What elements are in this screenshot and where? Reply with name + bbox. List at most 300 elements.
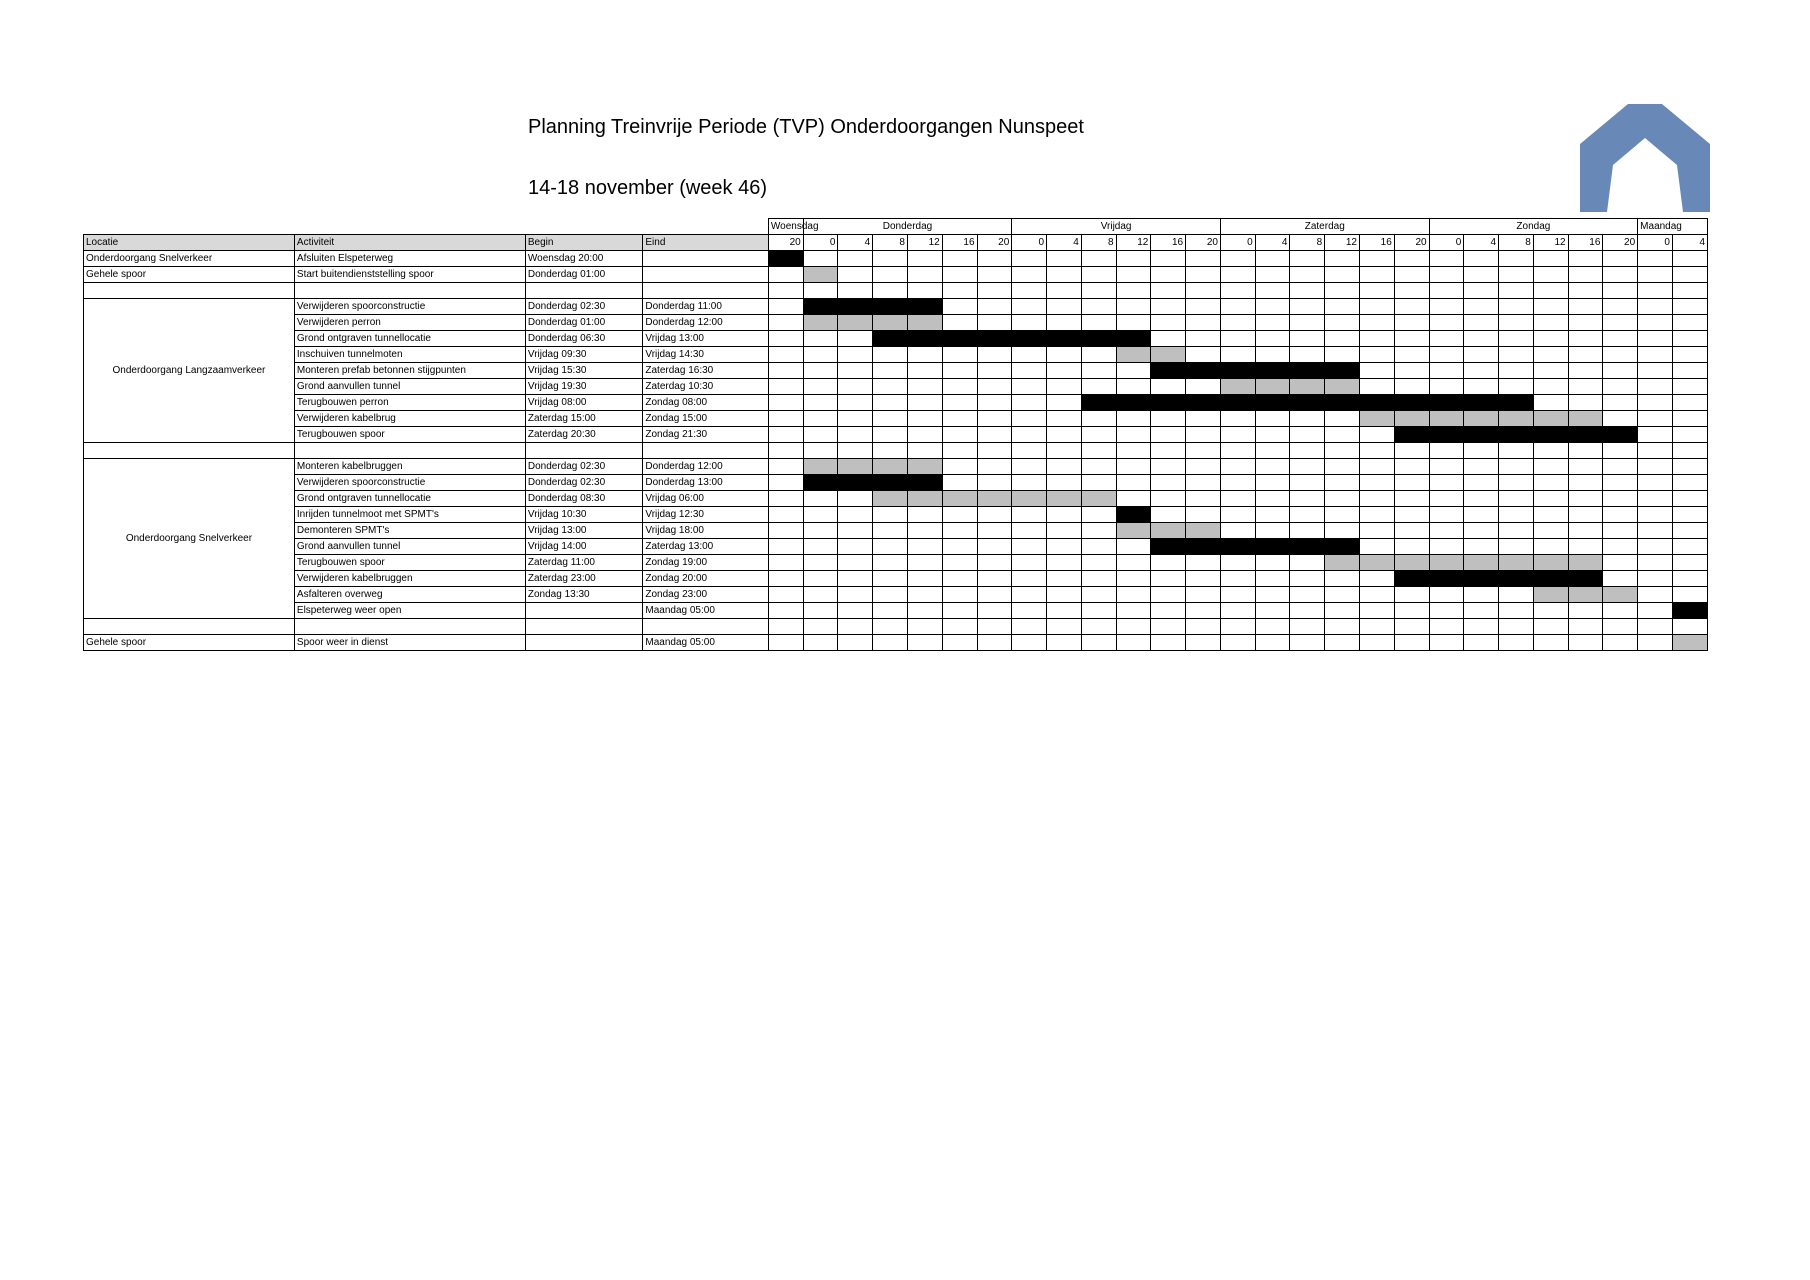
gantt-slot — [1151, 363, 1186, 379]
eind-cell: Donderdag 11:00 — [643, 299, 769, 315]
gantt-slot — [1116, 587, 1151, 603]
gantt-slot — [1290, 539, 1325, 555]
gantt-slot — [1081, 395, 1116, 411]
gantt-slot — [977, 427, 1012, 443]
gantt-slot — [1081, 619, 1116, 635]
eind-cell: Donderdag 12:00 — [643, 315, 769, 331]
gantt-slot — [768, 443, 803, 459]
gantt-slot — [1186, 619, 1221, 635]
activiteit-cell: Monteren prefab betonnen stijgpunten — [294, 363, 525, 379]
empty-cell — [525, 283, 643, 299]
gantt-slot — [1290, 587, 1325, 603]
gantt-slot — [1116, 635, 1151, 651]
gantt-slot — [907, 315, 942, 331]
activiteit-cell: Start buitendienststelling spoor — [294, 267, 525, 283]
gantt-slot — [873, 267, 908, 283]
gantt-slot — [1568, 603, 1603, 619]
gantt-slot — [838, 411, 873, 427]
gantt-slot — [1325, 491, 1360, 507]
gantt-slot — [1290, 251, 1325, 267]
gantt-slot — [1220, 395, 1255, 411]
gantt-slot — [942, 267, 977, 283]
gantt-slot — [907, 491, 942, 507]
gantt-slot — [1533, 635, 1568, 651]
gantt-slot — [1638, 363, 1673, 379]
gantt-slot — [1290, 347, 1325, 363]
gantt-slot — [1151, 491, 1186, 507]
gantt-slot — [1603, 331, 1638, 347]
gantt-slot — [1672, 491, 1707, 507]
gantt-slot — [1429, 475, 1464, 491]
gantt-slot — [1672, 331, 1707, 347]
gantt-slot — [1429, 459, 1464, 475]
gantt-slot — [1429, 395, 1464, 411]
gantt-slot — [977, 523, 1012, 539]
gantt-slot — [1116, 507, 1151, 523]
eind-cell: Zaterdag 10:30 — [643, 379, 769, 395]
gantt-slot — [803, 251, 838, 267]
gantt-slot — [1290, 555, 1325, 571]
gantt-slot — [1116, 427, 1151, 443]
gantt-slot — [1047, 251, 1082, 267]
gantt-slot — [942, 411, 977, 427]
gantt-slot — [942, 635, 977, 651]
gantt-slot — [838, 635, 873, 651]
gantt-slot — [873, 315, 908, 331]
gantt-slot — [1186, 603, 1221, 619]
gantt-slot — [1464, 587, 1499, 603]
gantt-slot — [838, 571, 873, 587]
gantt-slot — [1394, 507, 1429, 523]
gantt-slot — [803, 539, 838, 555]
gantt-slot — [838, 619, 873, 635]
gantt-slot — [907, 347, 942, 363]
gantt-slot — [1464, 427, 1499, 443]
gantt-slot — [1360, 635, 1395, 651]
gantt-slot — [1290, 395, 1325, 411]
begin-cell: Donderdag 01:00 — [525, 267, 643, 283]
gantt-slot — [1499, 459, 1534, 475]
gantt-slot — [1360, 523, 1395, 539]
gantt-slot — [1603, 379, 1638, 395]
activiteit-cell: Verwijderen spoorconstructie — [294, 475, 525, 491]
gantt-slot — [1603, 315, 1638, 331]
gantt-slot — [1533, 331, 1568, 347]
activiteit-cell: Verwijderen kabelbruggen — [294, 571, 525, 587]
eind-cell: Zondag 15:00 — [643, 411, 769, 427]
gantt-slot — [1116, 539, 1151, 555]
gantt-slot — [1394, 395, 1429, 411]
gantt-slot — [803, 571, 838, 587]
gantt-slot — [907, 411, 942, 427]
gantt-slot — [1255, 315, 1290, 331]
gantt-slot — [1568, 475, 1603, 491]
gantt-slot — [1672, 475, 1707, 491]
gantt-slot — [1672, 411, 1707, 427]
gantt-slot — [873, 395, 908, 411]
gantt-slot — [1672, 427, 1707, 443]
gantt-slot — [1638, 507, 1673, 523]
gantt-slot — [1429, 427, 1464, 443]
gantt-slot — [1394, 283, 1429, 299]
gantt-slot — [1186, 363, 1221, 379]
gantt-slot — [1464, 443, 1499, 459]
begin-cell: Zaterdag 11:00 — [525, 555, 643, 571]
gantt-slot — [1638, 411, 1673, 427]
gantt-slot — [1360, 299, 1395, 315]
gantt-slot — [1116, 459, 1151, 475]
gantt-slot — [768, 523, 803, 539]
gantt-slot — [1151, 427, 1186, 443]
gantt-slot — [942, 475, 977, 491]
activity-row — [84, 635, 1708, 651]
gantt-slot — [1499, 251, 1534, 267]
gantt-slot — [1672, 443, 1707, 459]
gantt-slot — [1047, 635, 1082, 651]
gantt-slot — [1533, 427, 1568, 443]
gantt-slot — [1638, 587, 1673, 603]
gantt-slot — [1394, 251, 1429, 267]
begin-cell: Vrijdag 15:30 — [525, 363, 643, 379]
gantt-slot — [1568, 283, 1603, 299]
gantt-slot — [1255, 347, 1290, 363]
gantt-slot — [907, 251, 942, 267]
activiteit-cell: Grond aanvullen tunnel — [294, 539, 525, 555]
gantt-slot — [1186, 491, 1221, 507]
gantt-slot — [907, 267, 942, 283]
activity-row — [84, 379, 1708, 395]
gantt-slot — [1672, 363, 1707, 379]
gantt-slot — [838, 475, 873, 491]
gantt-slot — [1220, 427, 1255, 443]
gantt-slot — [942, 443, 977, 459]
gantt-slot — [1081, 443, 1116, 459]
gantt-slot — [1394, 411, 1429, 427]
gantt-slot — [1325, 603, 1360, 619]
gantt-slot — [803, 555, 838, 571]
gantt-slot — [1672, 379, 1707, 395]
gantt-slot — [1568, 635, 1603, 651]
gantt-slot — [942, 251, 977, 267]
gantt-slot — [768, 347, 803, 363]
gantt-slot — [838, 539, 873, 555]
gantt-slot — [1186, 587, 1221, 603]
gantt-slot — [1568, 619, 1603, 635]
gantt-slot — [1151, 315, 1186, 331]
gantt-slot — [803, 283, 838, 299]
gantt-slot — [907, 283, 942, 299]
activiteit-cell: Demonteren SPMT's — [294, 523, 525, 539]
gantt-slot — [977, 507, 1012, 523]
gantt-slot — [942, 491, 977, 507]
gantt-slot — [977, 379, 1012, 395]
gantt-slot — [1568, 443, 1603, 459]
gantt-slot — [1290, 379, 1325, 395]
empty-cell — [294, 283, 525, 299]
gantt-slot — [1325, 347, 1360, 363]
gantt-slot — [1638, 251, 1673, 267]
gantt-slot — [1533, 299, 1568, 315]
gantt-slot — [1325, 363, 1360, 379]
gantt-slot — [1360, 571, 1395, 587]
gantt-slot — [1255, 619, 1290, 635]
begin-cell: Vrijdag 09:30 — [525, 347, 643, 363]
gantt-slot — [1568, 555, 1603, 571]
gantt-slot — [768, 571, 803, 587]
gantt-slot — [838, 379, 873, 395]
gantt-slot — [803, 395, 838, 411]
gantt-slot — [1081, 251, 1116, 267]
gantt-slot — [977, 459, 1012, 475]
locatie-cell: Gehele spoor — [84, 267, 295, 283]
gantt-slot — [768, 299, 803, 315]
gantt-slot — [1568, 491, 1603, 507]
gantt-slot — [1290, 331, 1325, 347]
gantt-slot — [768, 379, 803, 395]
gantt-slot — [1255, 523, 1290, 539]
eind-cell: Vrijdag 18:00 — [643, 523, 769, 539]
gantt-slot — [768, 635, 803, 651]
gantt-slot — [1081, 347, 1116, 363]
gantt-slot — [1220, 251, 1255, 267]
gantt-slot — [942, 315, 977, 331]
gantt-slot — [1568, 363, 1603, 379]
activiteit-cell: Terugbouwen perron — [294, 395, 525, 411]
gantt-slot — [1186, 283, 1221, 299]
gantt-slot — [1290, 523, 1325, 539]
gantt-slot — [1325, 539, 1360, 555]
gantt-slot — [1325, 379, 1360, 395]
activiteit-cell: Elspeterweg weer open — [294, 603, 525, 619]
gantt-slot — [1360, 555, 1395, 571]
day-header: Vrijdag — [1012, 219, 1221, 235]
gantt-slot — [803, 331, 838, 347]
gantt-slot — [1220, 475, 1255, 491]
gantt-slot — [1012, 571, 1047, 587]
gantt-slot — [1638, 491, 1673, 507]
gantt-slot — [1360, 443, 1395, 459]
gantt-slot — [1290, 635, 1325, 651]
gantt-slot — [1360, 395, 1395, 411]
gantt-slot — [838, 523, 873, 539]
gantt-slot — [1464, 539, 1499, 555]
gantt-slot — [1429, 491, 1464, 507]
eind-cell: Donderdag 13:00 — [643, 475, 769, 491]
gantt-slot — [907, 299, 942, 315]
gantt-slot — [1012, 539, 1047, 555]
gantt-slot — [1499, 587, 1534, 603]
gantt-slot — [873, 475, 908, 491]
gantt-slot — [1672, 571, 1707, 587]
eind-cell: Vrijdag 12:30 — [643, 507, 769, 523]
hour-tick: 20 — [1603, 235, 1638, 251]
gantt-slot — [977, 571, 1012, 587]
gantt-slot — [1325, 507, 1360, 523]
gantt-slot — [1533, 251, 1568, 267]
gantt-slot — [1081, 523, 1116, 539]
gantt-slot — [1499, 427, 1534, 443]
gantt-slot — [977, 443, 1012, 459]
gantt-slot — [1394, 475, 1429, 491]
gantt-slot — [1290, 427, 1325, 443]
eind-cell — [643, 251, 769, 267]
gantt-slot — [1394, 603, 1429, 619]
activiteit-cell: Asfalteren overweg — [294, 587, 525, 603]
gantt-slot — [1464, 491, 1499, 507]
gantt-slot — [1012, 411, 1047, 427]
gantt-slot — [1012, 619, 1047, 635]
gantt-slot — [1047, 347, 1082, 363]
gantt-slot — [1603, 491, 1638, 507]
activiteit-cell: Terugbouwen spoor — [294, 555, 525, 571]
gantt-slot — [942, 459, 977, 475]
gantt-slot — [1533, 507, 1568, 523]
gantt-slot — [1255, 507, 1290, 523]
gantt-slot — [1638, 475, 1673, 491]
gantt-slot — [1047, 443, 1082, 459]
gantt-slot — [1081, 283, 1116, 299]
gantt-slot — [1081, 491, 1116, 507]
gantt-slot — [1116, 491, 1151, 507]
gantt-slot — [1464, 635, 1499, 651]
gantt-slot — [1568, 411, 1603, 427]
gantt-slot — [907, 507, 942, 523]
activiteit-cell: Verwijderen perron — [294, 315, 525, 331]
gantt-slot — [1255, 363, 1290, 379]
activity-row — [84, 587, 1708, 603]
gantt-slot — [1568, 251, 1603, 267]
gantt-slot — [1081, 363, 1116, 379]
gantt-slot — [1464, 363, 1499, 379]
gantt-slot — [1186, 251, 1221, 267]
gantt-slot — [942, 539, 977, 555]
gantt-slot — [1429, 507, 1464, 523]
gantt-slot — [1186, 299, 1221, 315]
gantt-slot — [1220, 299, 1255, 315]
gantt-slot — [1394, 427, 1429, 443]
gantt-slot — [1325, 475, 1360, 491]
gantt-slot — [1533, 491, 1568, 507]
activity-row — [84, 523, 1708, 539]
empty-cell — [294, 619, 525, 635]
gantt-slot — [1568, 347, 1603, 363]
gantt-slot — [1638, 267, 1673, 283]
gantt-slot — [1638, 299, 1673, 315]
gantt-slot — [1533, 523, 1568, 539]
gantt-slot — [873, 283, 908, 299]
gantt-slot — [1603, 427, 1638, 443]
gantt-slot — [1116, 251, 1151, 267]
gantt-slot — [977, 587, 1012, 603]
gantt-slot — [1081, 267, 1116, 283]
gantt-slot — [1638, 427, 1673, 443]
day-header: Woensdag — [768, 219, 803, 235]
gantt-slot — [1533, 571, 1568, 587]
gantt-slot — [977, 411, 1012, 427]
activiteit-cell: Grond ontgraven tunnellocatie — [294, 331, 525, 347]
gantt-slot — [1290, 363, 1325, 379]
locatie-cell: Onderdoorgang Snelverkeer — [84, 251, 295, 267]
gantt-slot — [1081, 475, 1116, 491]
gantt-slot — [1603, 347, 1638, 363]
gantt-slot — [1603, 475, 1638, 491]
gantt-slot — [907, 539, 942, 555]
gantt-slot — [907, 363, 942, 379]
gantt-slot — [1116, 315, 1151, 331]
gantt-slot — [1151, 571, 1186, 587]
hour-tick: 8 — [1499, 235, 1534, 251]
gantt-slot — [1220, 507, 1255, 523]
gantt-slot — [873, 347, 908, 363]
empty-cell — [84, 283, 295, 299]
gantt-slot — [1186, 635, 1221, 651]
gantt-slot — [768, 411, 803, 427]
gantt-slot — [803, 475, 838, 491]
gantt-slot — [1499, 267, 1534, 283]
begin-cell — [525, 635, 643, 651]
gantt-slot — [1533, 411, 1568, 427]
gantt-slot — [1499, 347, 1534, 363]
gantt-slot — [1394, 619, 1429, 635]
gantt-slot — [768, 251, 803, 267]
gantt-slot — [838, 315, 873, 331]
activity-row — [84, 539, 1708, 555]
gantt-slot — [977, 315, 1012, 331]
day-header-row — [84, 219, 1708, 235]
gantt-slot — [1394, 347, 1429, 363]
gantt-slot — [1394, 571, 1429, 587]
gantt-slot — [803, 267, 838, 283]
gantt-slot — [1672, 299, 1707, 315]
gantt-slot — [873, 331, 908, 347]
gantt-slot — [1360, 363, 1395, 379]
gantt-slot — [768, 363, 803, 379]
gantt-slot — [803, 635, 838, 651]
gantt-slot — [1325, 395, 1360, 411]
gantt-slot — [1116, 395, 1151, 411]
gantt-slot — [1603, 395, 1638, 411]
gantt-slot — [977, 283, 1012, 299]
gantt-slot — [1603, 635, 1638, 651]
gantt-slot — [1012, 347, 1047, 363]
eind-cell: Donderdag 12:00 — [643, 459, 769, 475]
gantt-slot — [1568, 539, 1603, 555]
gantt-slot — [1290, 411, 1325, 427]
gantt-slot — [838, 299, 873, 315]
gantt-slot — [768, 619, 803, 635]
gantt-slot — [1429, 315, 1464, 331]
activiteit-cell: Monteren kabelbruggen — [294, 459, 525, 475]
gantt-slot — [838, 459, 873, 475]
gantt-slot — [1429, 443, 1464, 459]
hour-tick: 12 — [1116, 235, 1151, 251]
gantt-slot — [1325, 587, 1360, 603]
gantt-slot — [1290, 283, 1325, 299]
gantt-slot — [977, 363, 1012, 379]
gantt-slot — [803, 443, 838, 459]
gantt-slot — [873, 603, 908, 619]
gantt-slot — [1499, 443, 1534, 459]
eind-cell: Vrijdag 13:00 — [643, 331, 769, 347]
gantt-slot — [1220, 315, 1255, 331]
gantt-slot — [1220, 619, 1255, 635]
hour-tick: 20 — [1186, 235, 1221, 251]
gantt-slot — [1290, 603, 1325, 619]
gantt-slot — [1672, 635, 1707, 651]
begin-cell: Vrijdag 08:00 — [525, 395, 643, 411]
gantt-slot — [838, 603, 873, 619]
gantt-slot — [1499, 507, 1534, 523]
